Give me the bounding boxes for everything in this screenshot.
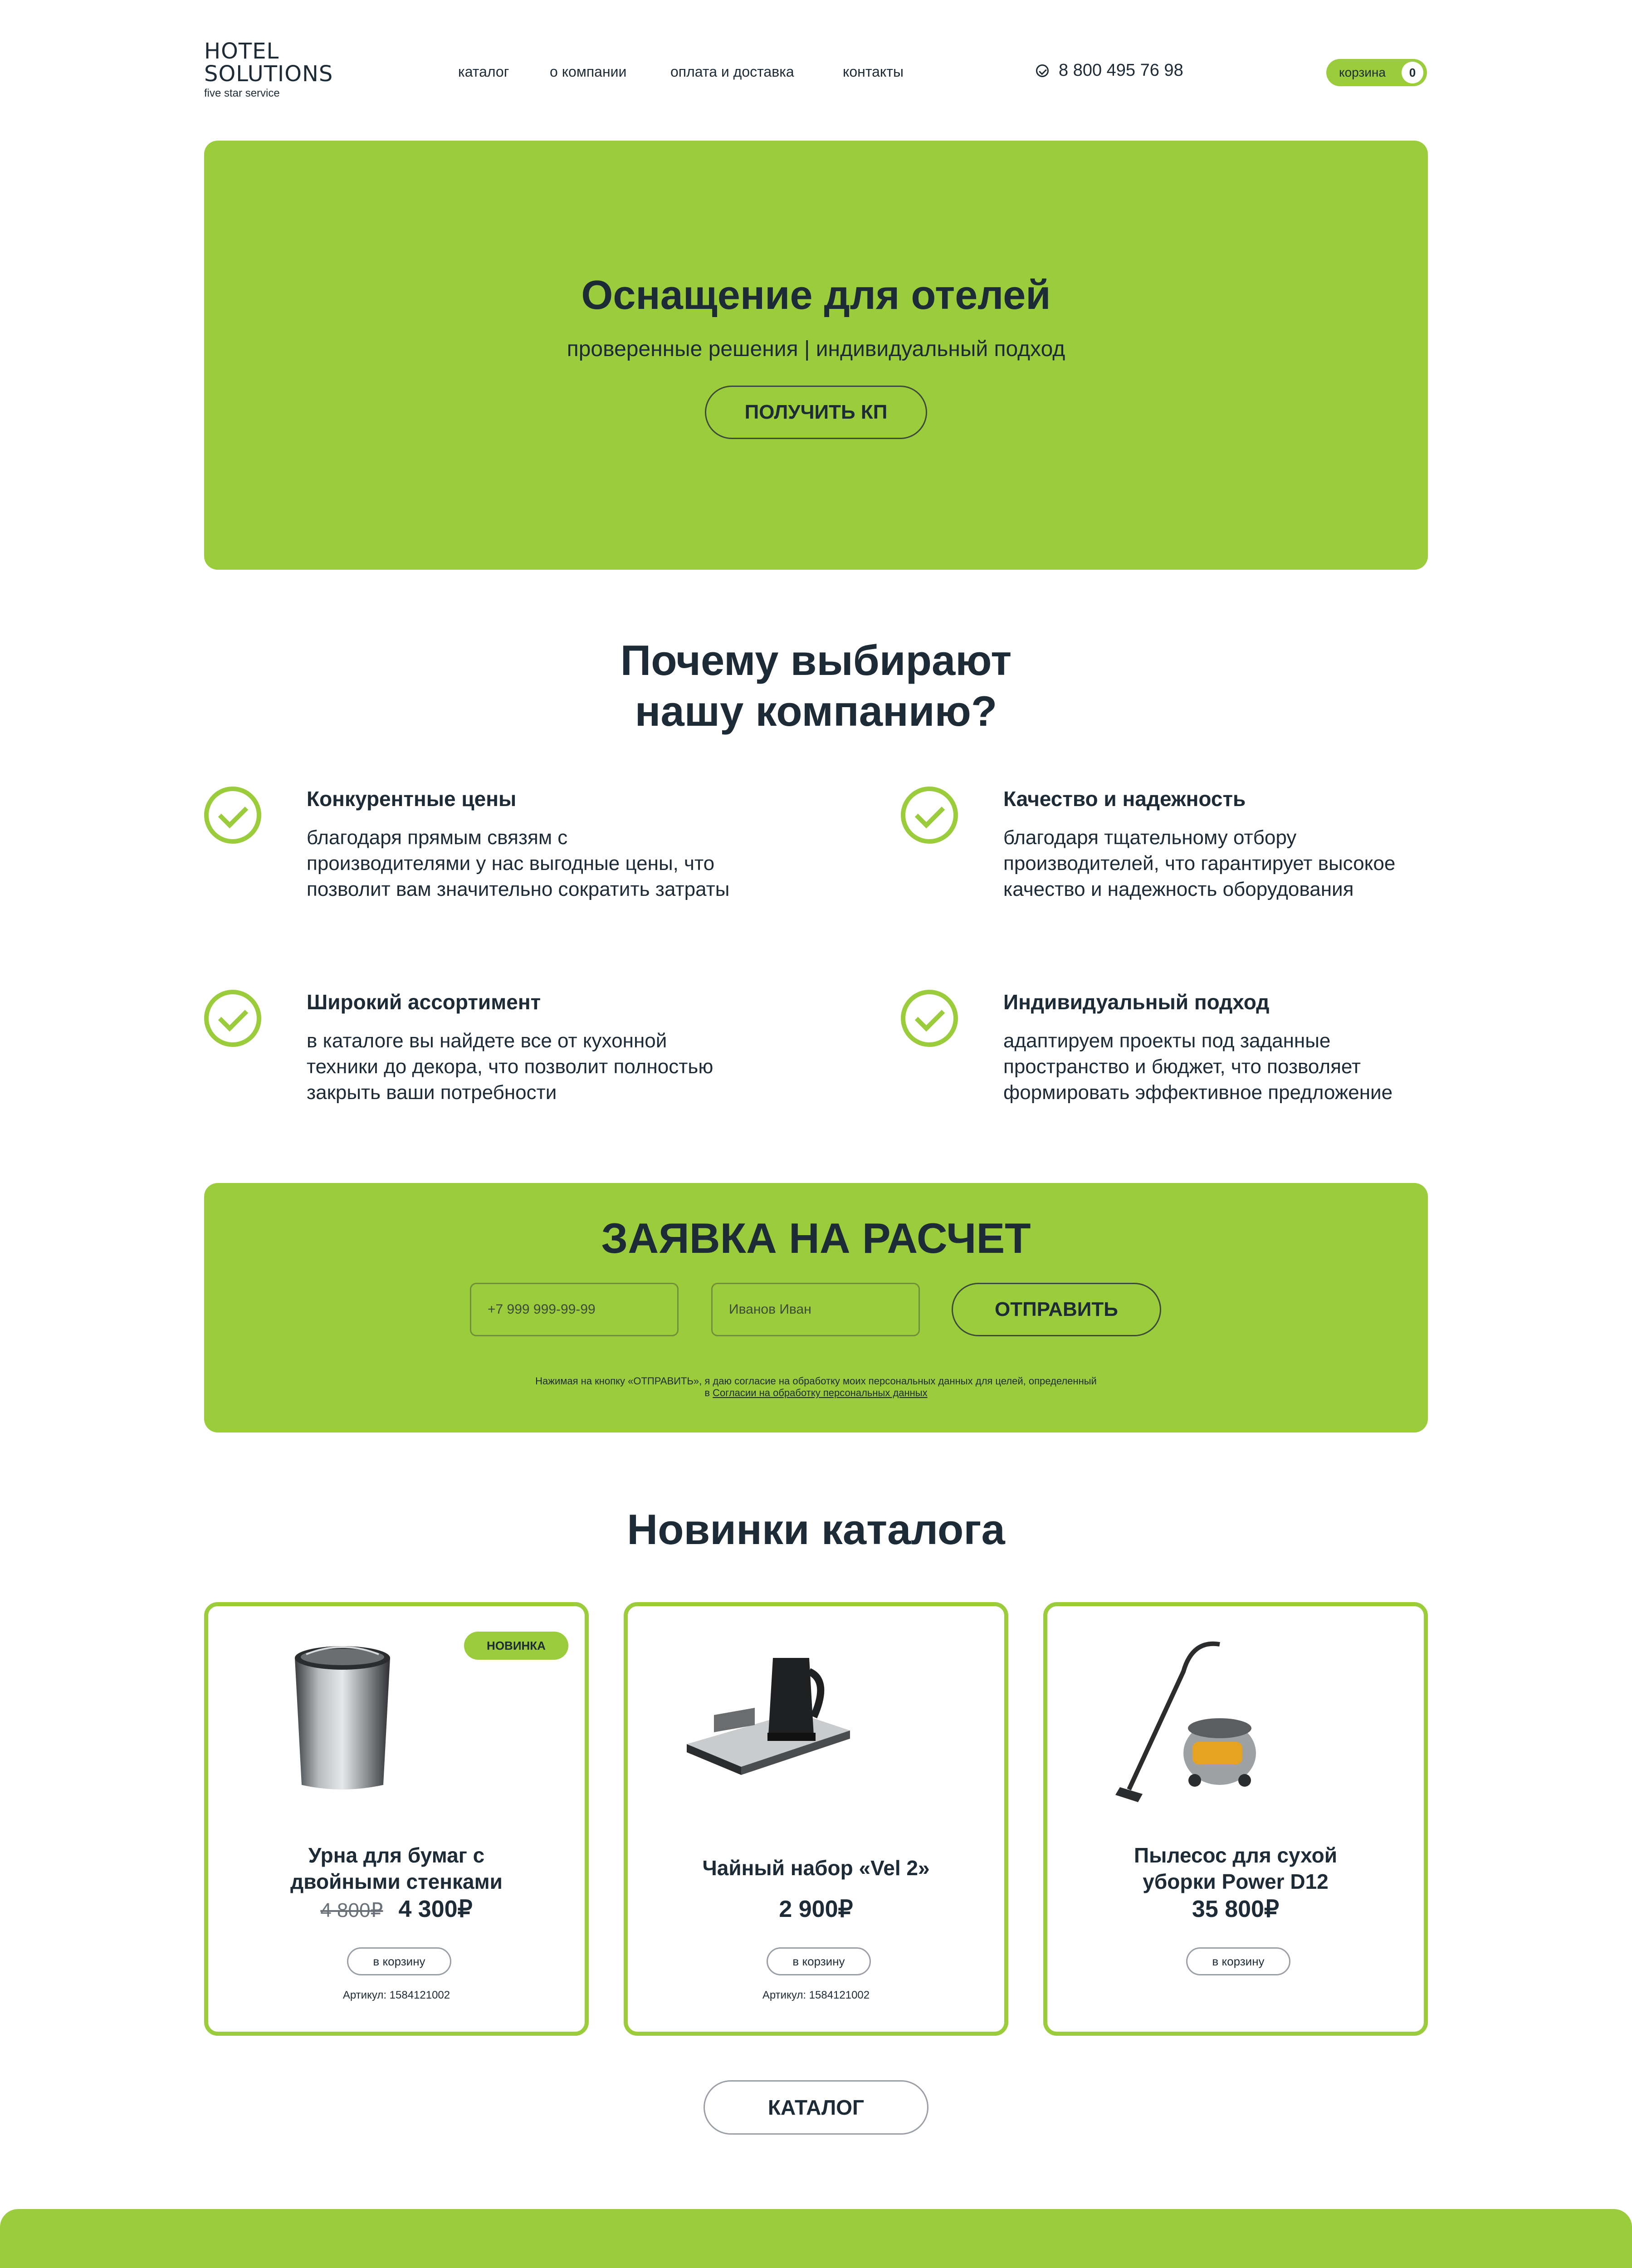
why-title-line2: нашу компанию? [635, 687, 997, 735]
cart-label: корзина [1339, 65, 1386, 79]
product-card[interactable] [204, 1602, 589, 2036]
nav-delivery[interactable]: оплата и доставка [670, 64, 794, 80]
feature-title: Качество и надежность [1003, 787, 1246, 811]
product-name[interactable] [1047, 1842, 1424, 1895]
new-products-title: Новинки каталога [627, 1505, 1005, 1553]
why-title [0, 635, 1632, 737]
product-prices [628, 1896, 1004, 1923]
cart-button[interactable] [1326, 59, 1427, 86]
product-name-line1: Урна для бумаг с [308, 1843, 485, 1867]
phone-input[interactable] [470, 1283, 679, 1336]
logo-tagline: five star service [204, 87, 280, 99]
request-title: ЗАЯВКА НА РАСЧЕТ [601, 1214, 1031, 1262]
product-name-line2: двойными стенками [290, 1870, 503, 1893]
logo-line2: SOLUTIONS [204, 61, 333, 87]
feature-text: в каталоге вы найдете все от кухонной техники до декора, что позволит полностью закрыть ваши потребности [307, 1030, 713, 1104]
check-circle-icon [204, 990, 261, 1047]
submit-button[interactable]: ОТПРАВИТЬ [952, 1283, 1161, 1336]
get-offer-button[interactable]: ПОЛУЧИТЬ КП [705, 386, 927, 439]
product-prices [1047, 1896, 1424, 1923]
header-logo[interactable] [204, 40, 340, 103]
nav-catalog[interactable]: каталог [458, 64, 509, 80]
price: 2 900₽ [779, 1896, 853, 1922]
check-circle-icon [204, 787, 261, 844]
cart-count-badge: 0 [1402, 62, 1423, 83]
product-name-line1: Пылесос для сухой [1134, 1843, 1337, 1867]
product-prices [208, 1896, 585, 1923]
trash-bin-image [252, 1631, 433, 1812]
product-name-line1: Чайный набор «Vel 2» [702, 1856, 930, 1880]
hero-banner [204, 141, 1428, 570]
check-circle-icon [901, 990, 958, 1047]
hero-subtitle: проверенные решения | индивидуальный подход [567, 337, 1065, 361]
hero-title: Оснащение для отелей [581, 273, 1051, 318]
consent-text: Нажимая на кнопку «ОТПРАВИТЬ», я даю согласие на обработку моих персональных данных для целей, определенный [535, 1375, 1097, 1387]
header-phone[interactable] [1036, 61, 1183, 80]
logo-line1: HOTEL [204, 39, 279, 64]
consent-link[interactable]: Согласии на обработку персональных данных [713, 1387, 928, 1398]
check-circle-icon [901, 787, 958, 844]
tea-set-image [678, 1631, 859, 1812]
add-to-cart-button[interactable]: в корзину [767, 1947, 871, 1975]
feature-text: благодаря тщательному отбору производителей, что гарантирует высокое качество и надежность оборудования [1003, 826, 1396, 900]
product-name[interactable] [628, 1855, 1004, 1881]
phone-check-icon [1036, 64, 1049, 77]
feature-title: Широкий ассортимент [307, 990, 541, 1014]
price: 4 300₽ [398, 1896, 473, 1922]
consent-prefix: в [704, 1387, 710, 1398]
product-name[interactable] [208, 1842, 585, 1895]
name-input[interactable] [711, 1283, 920, 1336]
feature-title: Индивидуальный подход [1003, 990, 1270, 1014]
why-title-line1: Почему выбирают [620, 636, 1012, 684]
product-card[interactable] [624, 1602, 1008, 2036]
new-badge: НОВИНКА [464, 1632, 568, 1660]
feature-title: Конкурентные цены [307, 787, 517, 811]
feature-text: адаптируем проекты под заданные пространство и бюджет, что позволяет формировать эффективное предложение [1003, 1030, 1393, 1104]
add-to-cart-button[interactable]: в корзину [347, 1947, 451, 1975]
nav-about[interactable]: о компании [550, 64, 627, 80]
nav-contacts[interactable]: контакты [843, 64, 904, 80]
feature-text: благодаря прямым связям с производителями у нас выгодные цены, что позволит вам значительно сократить затраты [307, 826, 730, 900]
old-price: 4 800₽ [320, 1899, 383, 1921]
request-form [204, 1183, 1428, 1432]
header-phone-number: 8 800 495 76 98 [1059, 61, 1183, 80]
product-sku: Артикул: 1584121002 [762, 1989, 870, 2001]
footer [0, 2209, 1632, 2268]
price: 35 800₽ [1192, 1896, 1280, 1922]
product-card[interactable] [1043, 1602, 1428, 2036]
product-name-line2: уборки Power D12 [1143, 1870, 1329, 1893]
product-sku: Артикул: 1584121002 [342, 1989, 450, 2001]
consent-note [204, 1375, 1428, 1399]
add-to-cart-button[interactable]: в корзину [1186, 1947, 1290, 1975]
catalog-button[interactable]: КАТАЛОГ [704, 2080, 928, 2135]
vacuum-cleaner-image [1102, 1631, 1283, 1812]
